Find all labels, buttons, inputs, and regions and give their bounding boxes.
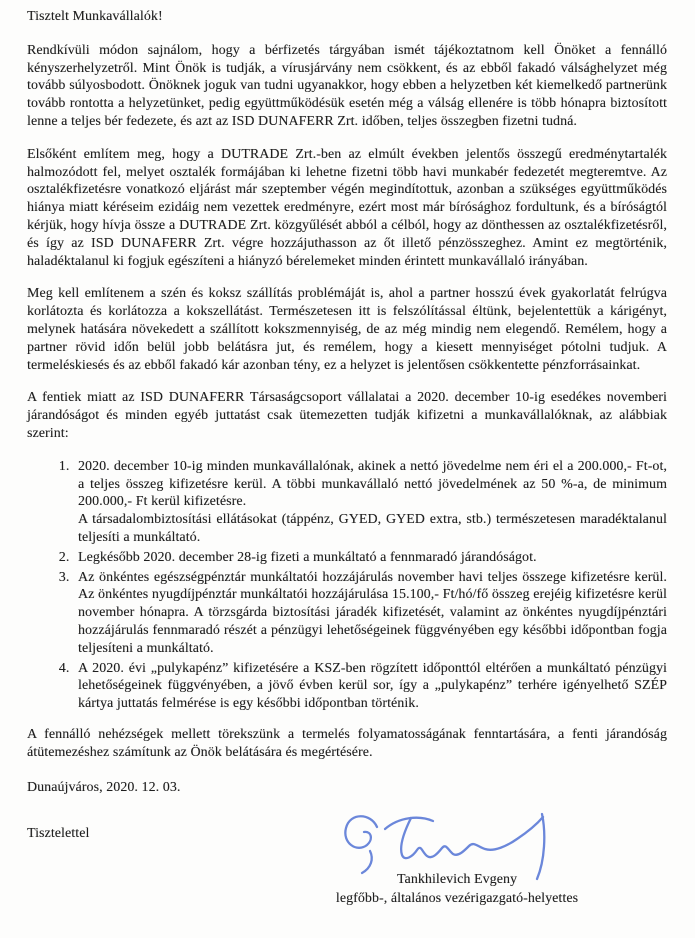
payment-terms-list [27,458,667,713]
list-item-text: 1. 2020. december 10-ig minden munkavállalónak, akinek a nettó jövedelme nem éri el a 200.000,- Ft-ot, a teljes összeg kifizetésre kerül. A többi munkavállaló nettó jövedelmének az 50 %-a, de minimum 200.000,- Ft kerül kifizetésre. [78,458,667,510]
signatory-name: Tankhilevich Evgeny [396,872,518,888]
date-line: Dunaújváros, 2020. 12. 03. [27,780,181,796]
signatory-title: legfőbb-, általános vezérigazgató-helyettes [335,891,579,907]
salutation: Tisztelt Munkavállalók! [27,9,163,24]
paragraph-situation: Rendkívüli módon sajnálom, hogy a bérfizetés tárgyában ismét tájékoztatnom kell Önöket a fennálló kényszerhelyzetről. Mint Önök is tudják, a vírusjárvány nem csökkent, és az ebből fakadó válsághelyzet még tovább súlyosbodott. Önöknek joguk van tudni ugyanakkor, hogy ebben a helyzetben két kiemelkedő partnerünk tovább rontotta a helyzetünket, pedig együttműködésük esetén még a válság ellenére is több hónapra biztosított lenne a teljes bér fedezete, és azt az ISD DUNAFERR Zrt. időben, teljes összegben fizetni tudná. [27,42,667,129]
list-item [73,569,667,658]
paragraph-coal-coke: Meg kell említenem a szén és koksz szállítás problémáját is, ahol a partner hosszú évek gyakorlatát felrúgva korlátozta és korlátozza a kokszellátást. Természetesen itt is felszólítással éltünk, bejelentettük a kárigényt, melynek hatására növekedett a szállított kokszmennyiség, de az még mindig nem elegendő. Remélem, hogy a partner rövid időn belül jobb belátásra jut, és remélem, hogy a kiesett mennyiséget pótolni tudjuk. A termeléskiesés és az ebből fakadó kár azonban tény, ez a helyzet is jelentősen csökkentette pénzforrásainkat. [27,286,667,373]
list-item [73,549,667,567]
paragraph-dutrade: Elsőként említem meg, hogy a DUTRADE Zrt.-ben az elmúlt években jelentős összegű eredménytartalék halmozódott fel, melyet osztalék formájában ki lehetne fizetni több havi munkabér fedezetét megteremtve. Az osztalékfizetésre vonatkozó eljárást már szeptember végén megindítottuk, azonban a szükséges együttműködés hiánya miatt kéréseim ezidáig nem vezettek eredményre, ezért most már bírósághoz fordultunk, és a bíróságtól kérjük, hogy hívja össze a DUTRADE Zrt. közgyűlését abból a célból, hogy az dönthessen az osztalékfizetésről, és így az ISD DUNAFERR Zrt. végre hozzájuthasson az őt illető pénzösszeghez. Amint ez megtörténik, haladéktalanul ki fogjuk egészíteni a hiányzó bérelemeket minden érintett munkavállaló irányában. [27,146,667,269]
list-item-text: 2. Legkésőbb 2020. december 28-ig fizeti a munkáltató a fennmaradó járandóságot. [78,549,537,565]
closing-paragraph: A fennálló nehézségek mellett törekszünk a termelés folyamatosságának fenntartására, a fenti járandóság átütemezéshez számítunk az Önök belátására és megértésére. [27,726,667,760]
signature-area [27,811,667,931]
signature-block [277,805,637,907]
list-item-subtext: A társadalombiztosítási ellátásokat (táppénz, GYED, GYED extra, stb.) természetesen maradéktalanul teljesíti a munkáltató. [78,512,667,545]
list-item-text: 3. Az önkéntes egészségpénztár munkáltatói hozzájárulás november havi teljes összege kifizetésre kerül. Az önkéntes nyugdíjpénztár munkáltatói hozzájárulása 15.100,- Ft/hó/fő összeg erejéig kifizetésre kerül november hónapra. A törzsgárda biztosítási járadék kifizetését, valamint az önkéntes nyugdíjpénztári hozzájárulás fennmaradó részét a pénzügyi lehetőségeinek függvényében egy későbbi időpontban fogja teljesíteni a munkáltató. [78,569,667,656]
list-item [73,458,667,547]
paragraph-payment-schedule-intro: A fentiek miatt az ISD DUNAFERR Társaságcsoport vállalatai a 2020. december 10-ig esedékes novemberi járandóságot és minden egyéb juttatást csak ütemezetten tudják kifizetni a munkavállalóknak, az alábbiak szerint: [27,390,667,441]
valediction: Tisztelettel [27,826,90,842]
list-item-text: 4. A 2020. évi „pulykapénz” kifizetésére a KSZ-ben rögzített időponttól eltérően a munkáltató pénzügyi lehetőségeinek függvényében, a jövő évben kerül sor, így a „pulykapénz” terhére igényelhető SZÉP kártya juttatás felmérése is egy későbbi időpontban történik. [78,660,667,712]
list-item [73,660,667,713]
